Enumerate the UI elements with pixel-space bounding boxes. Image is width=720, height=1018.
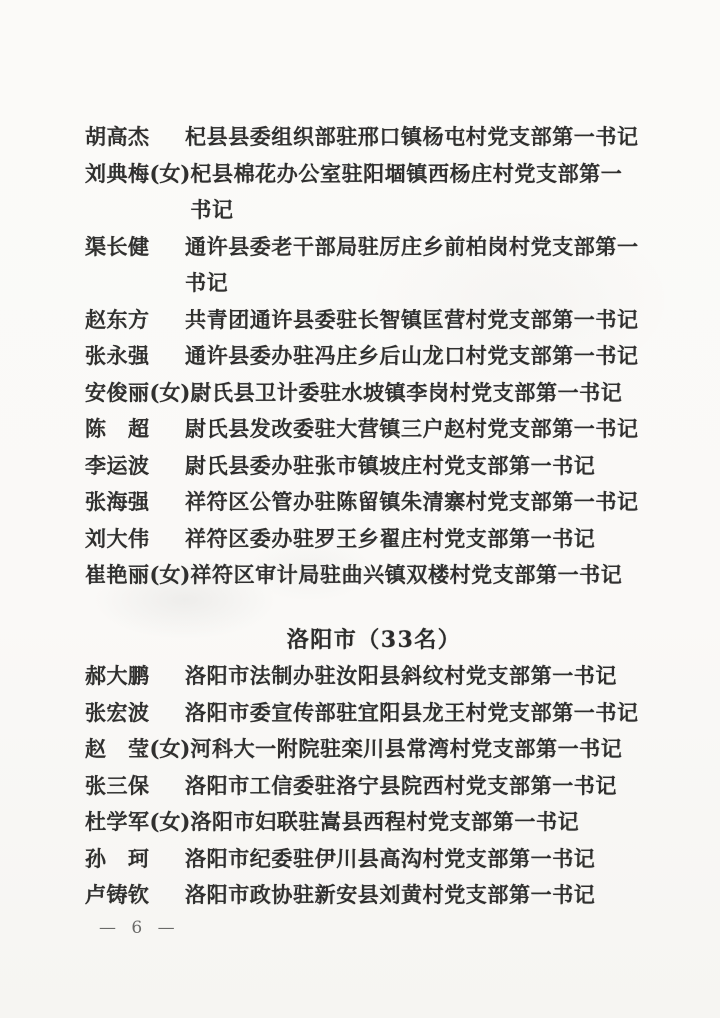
position-line: 尉氏县发改委驻大营镇三户赵村党支部第一书记	[185, 416, 639, 441]
person-name	[85, 119, 185, 156]
person-name-text: 陈 超	[85, 416, 150, 441]
position-line: 尉氏县委办驻张市镇坡庄村党支部第一书记	[185, 452, 596, 478]
list-item	[85, 841, 663, 878]
list-item	[85, 119, 663, 156]
list-item	[85, 804, 663, 841]
person-position	[185, 877, 663, 914]
position-line: 洛阳市政协驻新安县刘黄村党支部第一书记	[185, 882, 596, 907]
list-item	[85, 448, 663, 485]
person-name-text: 赵 莹	[85, 736, 150, 761]
person-name	[85, 768, 185, 805]
list-item	[85, 731, 663, 768]
person-position	[185, 302, 663, 339]
person-name	[85, 302, 185, 339]
position-line: 洛阳市纪委驻伊川县高沟村党支部第一书记	[185, 845, 596, 871]
person-name	[85, 375, 190, 412]
list-item	[85, 695, 663, 732]
person-position	[185, 521, 663, 558]
gender-label: (女)	[149, 562, 191, 587]
person-position	[190, 375, 663, 412]
list-item	[85, 557, 663, 594]
person-name-text: 崔艳丽	[85, 562, 150, 587]
person-name-text: 张海强	[85, 489, 150, 514]
list-item	[85, 156, 663, 229]
person-name	[85, 841, 185, 878]
position-line: 共青团通许县委驻长智镇匡营村党支部第一书记	[185, 306, 639, 332]
person-name-text: 张三保	[85, 772, 150, 798]
list-item	[85, 484, 663, 521]
list-item	[85, 229, 663, 302]
person-position	[190, 731, 663, 768]
gender-label: (女)	[149, 736, 191, 761]
person-position	[190, 156, 663, 229]
list-item	[85, 658, 663, 695]
person-name	[85, 804, 190, 841]
position-line: 洛阳市委宣传部驻宜阳县龙王村党支部第一书记	[185, 699, 639, 725]
list-item	[85, 521, 663, 558]
list-item	[85, 411, 663, 448]
position-line: 河科大一附院驻栾川县常湾村党支部第一书记	[190, 736, 623, 761]
person-name-text: 李运波	[85, 452, 150, 478]
list-item	[85, 302, 663, 339]
person-name	[85, 338, 185, 375]
person-position	[185, 484, 663, 521]
person-position	[185, 338, 663, 375]
position-line: 祥符区公管办驻陈留镇朱清寨村党支部第一书记	[185, 489, 639, 514]
person-name	[85, 658, 185, 695]
position-line: 祥符区审计局驻曲兴镇双楼村党支部第一书记	[190, 562, 623, 587]
person-position	[185, 119, 663, 156]
list-item	[85, 375, 663, 412]
person-position	[185, 411, 663, 448]
person-name-text: 刘大伟	[85, 525, 150, 551]
position-line: 洛阳市工信委驻洛宁县院西村党支部第一书记	[185, 772, 617, 798]
person-name-text: 赵东方	[85, 306, 150, 332]
position-line: 杞县县委组织部驻邢口镇杨屯村党支部第一书记	[185, 124, 639, 149]
person-name-text: 渠长健	[85, 233, 150, 259]
person-name	[85, 484, 185, 521]
gender-label: (女)	[149, 809, 191, 834]
person-name	[85, 557, 190, 594]
position-line: 祥符区委办驻罗王乡翟庄村党支部第一书记	[185, 525, 596, 551]
person-name-text: 郝大鹏	[85, 663, 150, 688]
person-name-text: 刘典梅	[85, 160, 150, 186]
person-position	[190, 557, 663, 594]
position-line: 杞县棉花办公室驻阳堌镇西杨庄村党支部第一	[190, 160, 623, 186]
position-line: 洛阳市妇联驻嵩县西程村党支部第一书记	[190, 809, 580, 834]
page-number: — 6 —	[99, 917, 180, 938]
person-name	[85, 877, 185, 914]
person-position	[185, 841, 663, 878]
person-name-text: 安俊丽	[85, 379, 150, 405]
person-name-text: 杜学军	[85, 809, 150, 834]
person-name	[85, 156, 190, 193]
person-name	[85, 448, 185, 485]
position-line: 通许县委老干部局驻厉庄乡前柏岗村党支部第一	[185, 233, 639, 259]
person-position	[185, 695, 663, 732]
person-position	[185, 448, 663, 485]
person-name	[85, 695, 185, 732]
position-line: 洛阳市法制办驻汝阳县斜纹村党支部第一书记	[185, 663, 617, 688]
person-name	[85, 229, 185, 266]
position-line: 尉氏县卫计委驻水坡镇李岗村党支部第一书记	[190, 379, 623, 405]
person-position	[185, 229, 663, 302]
person-name	[85, 411, 185, 448]
list-item	[85, 877, 663, 914]
list-item	[85, 338, 663, 375]
person-name-text: 张永强	[85, 343, 150, 368]
position-line: 通许县委办驻冯庄乡后山龙口村党支部第一书记	[185, 343, 639, 368]
person-name-text: 孙 珂	[85, 845, 150, 871]
person-name-text: 胡高杰	[85, 124, 150, 149]
person-name-text: 张宏波	[85, 699, 150, 725]
person-position	[190, 804, 663, 841]
person-position	[185, 658, 663, 695]
section-header: 洛阳市（33名）	[286, 626, 462, 653]
person-name	[85, 521, 185, 558]
position-line: 书记	[185, 270, 229, 295]
gender-label: (女)	[149, 160, 191, 186]
position-line: 书记	[190, 197, 234, 222]
list-item	[85, 768, 663, 805]
person-name	[85, 731, 190, 768]
gender-label: (女)	[149, 379, 191, 405]
person-position	[185, 768, 663, 805]
person-name-text: 卢铸钦	[85, 882, 150, 907]
